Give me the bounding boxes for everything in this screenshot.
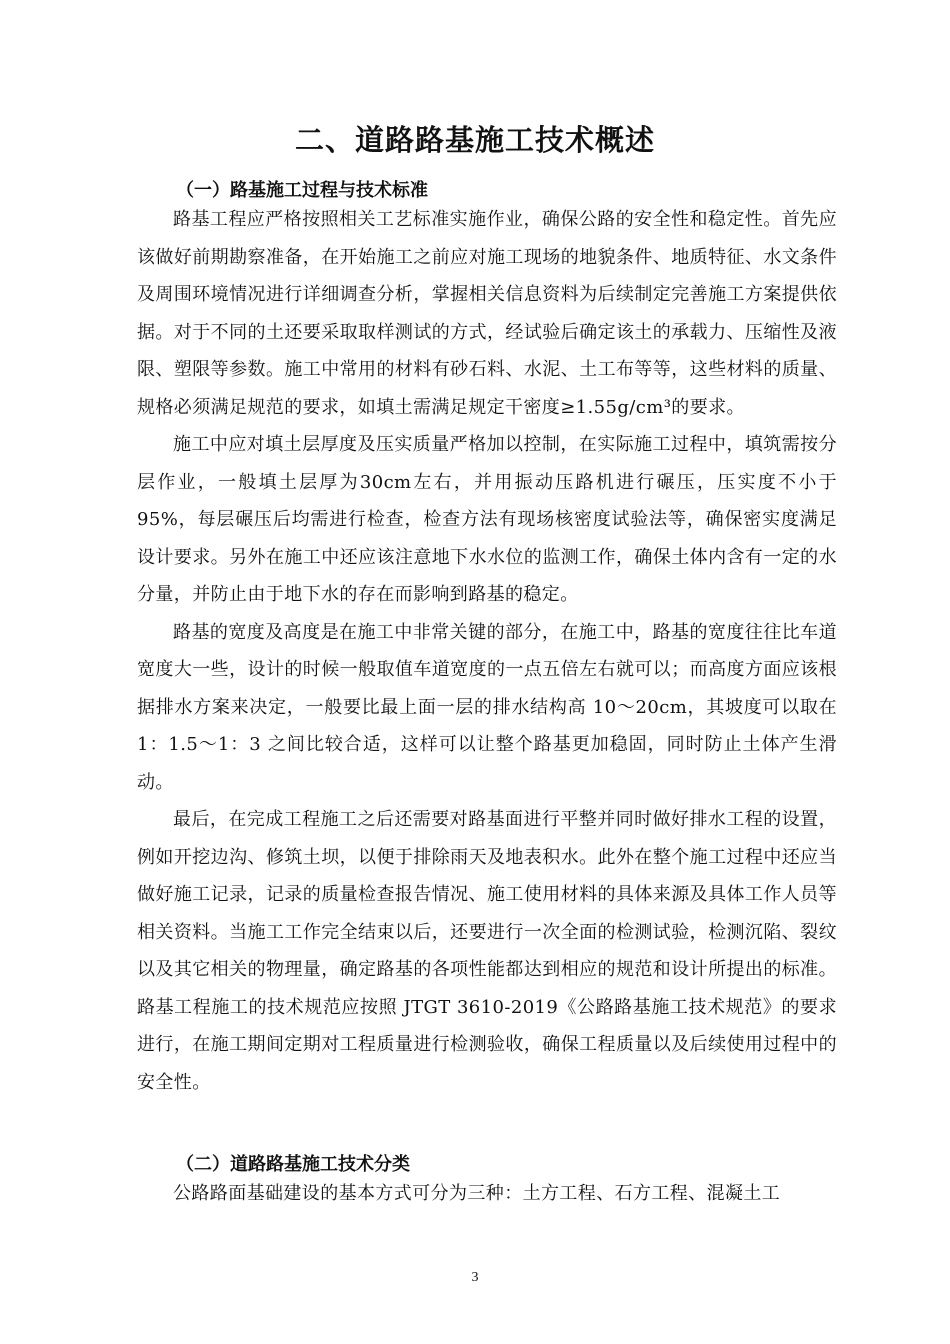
section-1-body [137,201,837,1101]
paragraph: 路基的宽度及高度是在施工中非常关键的部分，在施工中，路基的宽度往往比车道宽度大一些，设计的时候一般取值车道宽度的一点五倍左右就可以；而高度方面应该根据排水方案来决定，一般要比最上面一层的排水结构高 10～20cm，其坡度可以取在 1：1.5～1：3 之间比较合适，这样可以让整个路基更加稳固，同时防止土体产生滑动。 [137,621,837,793]
paragraph: 公路路面基础建设的基本方式可分为三种：土方工程、石方工程、混凝土工 [173,1183,781,1204]
section-heading-2: （二）道路路基施工技术分类 [176,1154,410,1175]
paragraph: 路基工程应严格按照相关工艺标准实施作业，确保公路的安全性和稳定性。首先应该做好前期勘察准备，在开始施工之前应对施工现场的地貌条件、地质特征、水文条件及周围环境情况进行详细调查分析，掌握相关信息资料为后续制定完善施工方案提供依据。对于不同的土还要采取取样测试的方式，经试验后确定该土的承载力、压缩性及液限、塑限等参数。施工中常用的材料有砂石料、水泥、土工布等等，这些材料的质量、规格必须满足规范的要求，如填土需满足规定干密度≥1.55g/cm³的要求。 [137,209,837,418]
page-title: 二、道路路基施工技术概述 [294,123,655,157]
paragraph: 最后，在完成工程施工之后还需要对路基面进行平整并同时做好排水工程的设置，例如开挖边沟、修筑土坝，以便于排除雨天及地表积水。此外在整个施工过程中还应当做好施工记录，记录的质量检查报告情况、施工使用材料的具体来源及具体工作人员等相关资料。当施工工作完全结束以后，还要进行一次全面的检测试验，检测沉陷、裂纹以及其它相关的物理量，确定路基的各项性能都达到相应的规范和设计所提出的标准。路基工程施工的技术规范应按照 JTGT 3610-2019《公路路基施工技术规范》的要求进行，在施工期间定期对工程质量进行检测验收，确保工程质量以及后续使用过程中的安全性。 [137,809,837,1093]
section-heading-1: （一）路基施工过程与技术标准 [176,180,428,201]
page-number: 3 [471,1270,479,1285]
section-2-body [137,1175,837,1213]
paragraph: 施工中应对填土层厚度及压实质量严格加以控制，在实际施工过程中，填筑需按分层作业，一般填土层厚为30cm左右，并用振动压路机进行碾压，压实度不小于95%，每层碾压后均需进行检查，检查方法有现场核密度试验法等，确保密实度满足设计要求。另外在施工中还应该注意地下水水位的监测工作，确保土体内含有一定的水分量，并防止由于地下水的存在而影响到路基的稳定。 [137,434,837,605]
